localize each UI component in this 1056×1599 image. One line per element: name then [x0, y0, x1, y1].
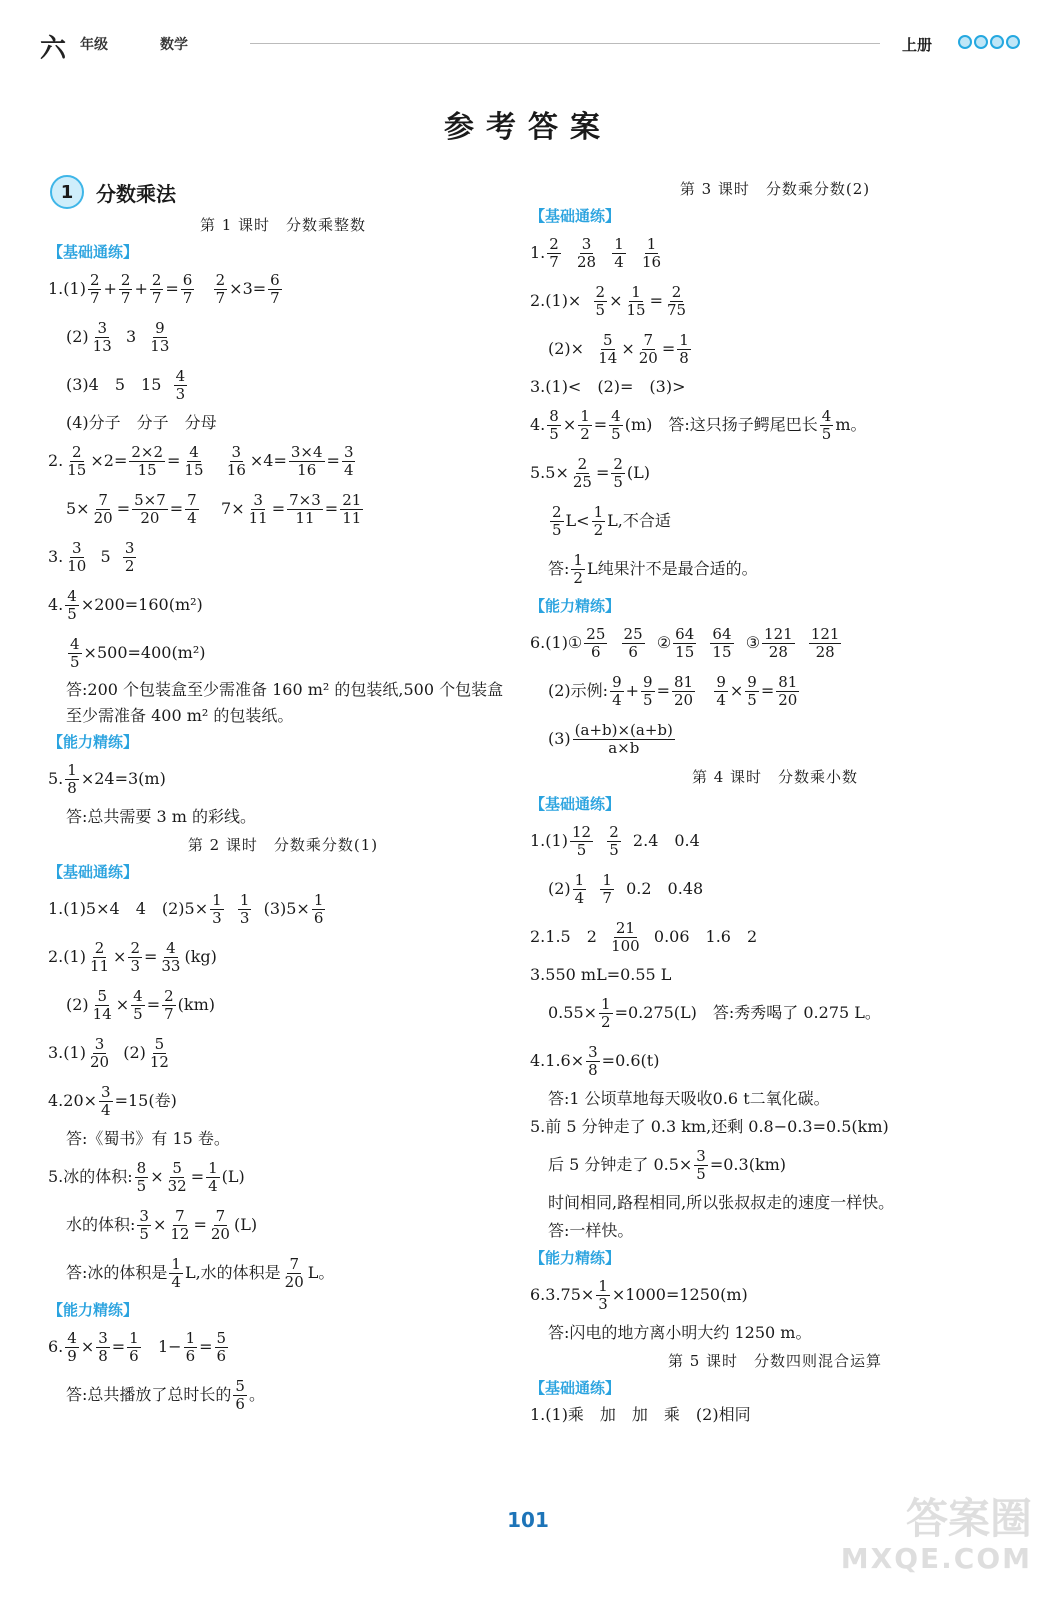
answer-d5-1: 5.前 5 分钟走了 0.3 km,还剩 0.8−0.3=0.5(km): [530, 1117, 889, 1136]
page-number: 101: [507, 1508, 549, 1532]
answer-e1: 1.(1)乘 加 加 乘 (2)相同: [530, 1405, 751, 1424]
answer-c2-2: (2)× $\frac{5}{14}$ × 7 20 = 1 8: [548, 330, 689, 367]
answer-1-4: (4)分子 分子 分母: [66, 413, 217, 432]
answer-d3-2: 0.55× $\frac{1}{2}$ =0.275(L) 答:秀秀喝了 0.275 L。: [548, 994, 881, 1031]
lesson-title: 第 3 课时 分数乘分数(2): [679, 180, 871, 198]
watermark: [840, 1494, 1032, 1579]
answer-b4-reply: 答:《蜀书》有 15 卷。: [66, 1129, 230, 1148]
answer-c6-2: (2)示例: 9 4 + 9 5 = 81 20 9 4 × 9 5 = 81 20: [548, 672, 798, 709]
answer-b5-2: 水的体积: 3 5 × 7 12 = 7 20 (L): [66, 1206, 258, 1243]
answer-b4: 4.20× $\frac{3}{4}$ =15(卷): [48, 1082, 177, 1119]
answer-d5-3: 时间相同,路程相同,所以张叔叔走的速度一样快。: [548, 1193, 895, 1212]
answer-c2-1: 2.(1)× $\frac{2}{5}$ × 1 15 = 2 75: [530, 282, 687, 319]
answer-b5-reply: 答:冰的体积是 1 4 L,水的体积是 7 20 L。: [66, 1254, 335, 1291]
answer-2-2: 5× 7 20 = 5×7 20 = 7 4 7× 3 11 = 7×3 11 = 21 11: [66, 490, 362, 527]
section-ability: 【能力精练】: [530, 1249, 621, 1267]
page-title: 参考答案: [444, 110, 612, 145]
answer-d1-2: (2) 1 4 1 7 0.2 0.48: [548, 870, 704, 907]
answer-5-reply: 答:总共需要 3 m 的彩线。: [66, 807, 257, 826]
answer-b6: 6. 4 9 × 3 8 = 1 6 1− 1 6 = 5 6: [48, 1328, 227, 1365]
answer-c6-1: 6.(1)① 25 6 25 6 ② 64 15 64 15 ③ 121 28 121 28: [530, 624, 840, 661]
answer-1-3: (3)4 5 15 4 3: [66, 366, 186, 403]
section-ability: 【能力精练】: [530, 597, 621, 615]
chapter-heading: [48, 175, 518, 209]
book-label: 上册: [901, 36, 932, 54]
lesson-title: 第 2 课时 分数乘分数(1): [187, 836, 379, 854]
answer-c4: 4. 8 5 × 1 2 = 4 5 (m) 答:这只扬子鳄尾巴长 4 5 m。: [530, 406, 867, 443]
answer-d3-1: 3.550 mL=0.55 L: [530, 965, 672, 984]
answer-d6-reply: 答:闪电的地方离小明大约 1250 m。: [548, 1323, 812, 1342]
answer-c5-reply: 答: 1 2 L纯果汁不是最合适的。: [548, 550, 758, 587]
answer-b3: 3.(1) 3 20 (2) 5 12: [48, 1034, 169, 1071]
section-basic: 【基础通练】: [530, 207, 621, 225]
section-basic: 【基础通练】: [530, 1379, 621, 1397]
section-basic: 【基础通练】: [48, 243, 139, 261]
answer-4-3: 答:200 个包装盒至少需准备 160 m² 的包装纸,500 个包装盒至少需准备 400 m² 的包装纸。: [66, 680, 504, 725]
answer-c5-1: 5.5× $\frac{2}{25}$ = 2 5 (L): [530, 454, 651, 491]
header-divider: [250, 43, 880, 44]
answer-d5-2: 后 5 分钟走了 0.5× $\frac{3}{5}$ =0.3(km): [548, 1146, 787, 1183]
watermark-logo: 答案圈: [905, 1494, 1032, 1543]
answer-b6-reply: 答:总共播放了总时长的 5 6 。: [66, 1376, 265, 1413]
section-basic: 【基础通练】: [530, 795, 621, 813]
answer-3: 3. 3 10 5 3 2: [48, 538, 135, 575]
answer-c3: 3.(1)< (2)= (3)>: [530, 377, 686, 396]
answer-4-2: $\frac{4}{5}$ ×500=400(m²): [70, 634, 206, 671]
subject-label: 数学: [160, 37, 188, 53]
answer-d2: 2.1.5 2 21 100 0.06 1.6 2: [530, 918, 758, 955]
answer-d5-reply: 答:一样快。: [548, 1221, 634, 1240]
chapter-number: 1: [50, 175, 84, 209]
answer-1-1: 1.(1) 2 7 + 2 7 + 2 7 = 6 7 2 7 ×3= 6 7: [48, 270, 280, 307]
answer-d6: 6.3.75× $\frac{1}{3}$ ×1000=1250(m): [530, 1276, 748, 1313]
answer-b2-2: (2) 5 14 × 4 5 = 2 7 (km): [66, 986, 216, 1023]
answer-5: 5. $\frac{1}{8}$ ×24=3(m): [48, 760, 166, 797]
page-header: [40, 28, 1020, 64]
decoration-dots: [956, 34, 1020, 53]
answer-4-1: 4. $\frac{4}{5}$ ×200=160(m²): [48, 586, 203, 623]
left-column: [48, 175, 518, 1419]
answer-b2-1: 2.(1) 2 11 × 2 3 = 4 33 (kg): [48, 938, 217, 975]
watermark-url: MXQE.COM: [840, 1542, 1032, 1575]
section-ability: 【能力精练】: [48, 733, 139, 751]
answer-1-2: (2) 3 13 3 9 13: [66, 318, 170, 355]
section-basic: 【基础通练】: [48, 863, 139, 881]
lesson-title: 第 5 课时 分数四则混合运算: [667, 1352, 883, 1370]
grade-label: 年级: [80, 37, 108, 53]
answer-b1: 1.(1)5×4 4 (2)5× $\frac{1}{3}$ 1 3 (3)5× $\frac{1}{6}$: [48, 890, 324, 927]
right-column: [530, 175, 1020, 1429]
answer-d4: 4.1.6× $\frac{3}{8}$ =0.6(t): [530, 1042, 660, 1079]
section-ability: 【能力精练】: [48, 1301, 139, 1319]
answer-c5-2: 2 5 L< 1 2 L,不合适: [552, 502, 671, 539]
lesson-title: 第 4 课时 分数乘小数: [691, 768, 859, 786]
answer-d1-1: 1.(1) 12 5 2 5 2.4 0.4: [530, 822, 700, 859]
chapter-title: 分数乘法: [96, 181, 176, 206]
answer-d4-reply: 答:1 公顷草地每天吸收0.6 t二氧化碳。: [548, 1089, 830, 1108]
answer-2-1: 2. 2 15 ×2= 2×2 15 = 4 15 3 16 ×4= 3×4 16 = 3 4: [48, 442, 354, 479]
lesson-title: 第 1 课时 分数乘整数: [199, 216, 367, 234]
grade-mark: 六: [40, 34, 67, 64]
answer-b5-1: 5.冰的体积: 8 5 × 5 32 = 1 4 (L): [48, 1158, 245, 1195]
answer-c6-3: (3) (a+b)×(a+b) a×b: [548, 720, 673, 757]
answer-c1: 1. 2 7 3 28 1 4 1 16: [530, 234, 662, 271]
